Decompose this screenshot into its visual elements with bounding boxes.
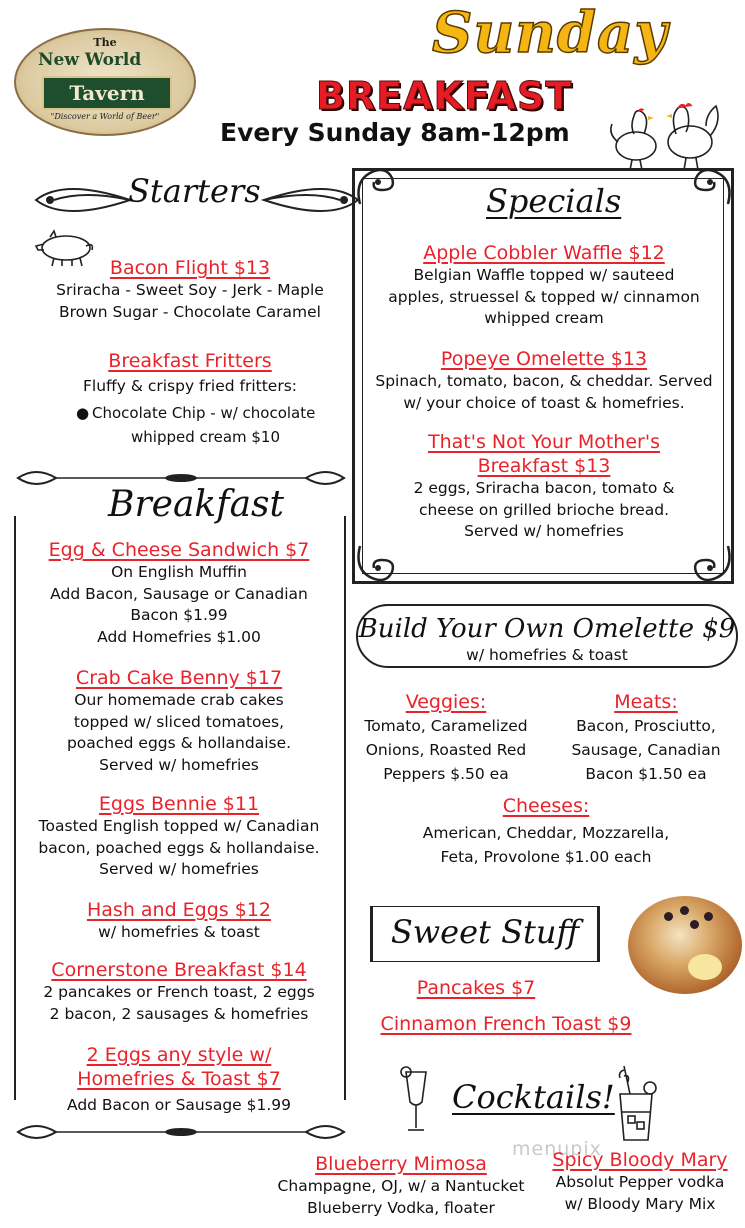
starter-item (20, 256, 360, 323)
veggies-group (356, 690, 536, 786)
meats-group (556, 690, 736, 786)
item-line: Served w/ homefries (464, 522, 624, 540)
starters-heading: Starters (128, 172, 261, 210)
item-line: Bacon $1.99 (130, 606, 228, 624)
item-title: 2 Eggs any style w/ (86, 1044, 272, 1066)
group-line: Sausage, Canadian (571, 741, 721, 759)
special-item (366, 347, 722, 414)
hours-text: Every Sunday 8am-12pm (220, 118, 570, 147)
breakfast-item (16, 666, 342, 776)
item-title-line2: Homefries & Toast $7 (77, 1068, 281, 1090)
berry (664, 912, 673, 921)
item-line: topped w/ sliced tomatoes, (73, 712, 285, 731)
page-subtitle: BREAKFAST (316, 74, 573, 118)
item-line: apples, struessel & topped w/ cinnamon (388, 287, 700, 306)
group-title: Cheeses: (502, 795, 590, 817)
item-line: 2 bacon, 2 sausages & homefries (49, 1004, 309, 1023)
item-title: Crab Cake Benny $17 (75, 667, 283, 689)
item-line: poached eggs & hollandaise. (66, 734, 292, 752)
item-title: Spicy Bloody Mary (552, 1149, 728, 1171)
sweet-item: Cinnamon French Toast $9 (380, 1013, 632, 1035)
berry (704, 912, 713, 921)
item-line: Add Homefries $1.00 (97, 627, 261, 646)
bullet-text: Chocolate Chip - w/ chocolate (92, 404, 316, 422)
sweet-stuff-heading: Sweet Stuff (390, 913, 580, 951)
item-line: Champagne, OJ, w/ a Nantucket (277, 1177, 525, 1195)
breakfast-item (16, 898, 342, 944)
breakfast-item (16, 958, 342, 1025)
watermark: menupix (512, 1138, 602, 1160)
breakfast-item (16, 538, 342, 648)
item-line: On English Muffin (111, 563, 247, 581)
item-line: w/ your choice of toast & homefries. (403, 393, 685, 412)
item-line: 2 pancakes or French toast, 2 eggs (43, 983, 315, 1001)
item-title: Bacon Flight $13 (109, 257, 271, 279)
sweet-item: Pancakes $7 (416, 977, 536, 999)
item-title-line2: Breakfast $13 (477, 455, 611, 477)
item-line: w/ Bloody Mary Mix (564, 1194, 716, 1213)
item-line: Blueberry Vodka, floater (307, 1198, 495, 1217)
specials-heading: Specials (486, 182, 622, 220)
special-item (366, 241, 722, 330)
item-line: Toasted English topped w/ Canadian (38, 817, 320, 835)
item-line: Fluffy & crispy fried fritters: (83, 377, 297, 395)
bloody-mary-glass-icon (612, 1064, 660, 1144)
item-title: Eggs Bennie $11 (98, 793, 260, 815)
omelette-sub: w/ homefries & toast (466, 646, 628, 664)
item-title: Hash and Eggs $12 (86, 899, 272, 921)
item-line: Sriracha - Sweet Soy - Jerk - Maple (56, 281, 324, 299)
item-line: whipped cream (484, 309, 604, 327)
corner-ornament (688, 538, 736, 590)
cocktail-item (256, 1152, 546, 1219)
item-line: Spinach, tomato, bacon, & cheddar. Served (375, 372, 713, 390)
group-line: Peppers $.50 ea (383, 765, 509, 783)
corner-ornament (352, 538, 400, 590)
logo-line1: The (93, 36, 117, 49)
berry (680, 906, 689, 915)
item-line: bacon, poached eggs & hollandaise. (38, 838, 320, 857)
logo-line2: New World (38, 50, 142, 70)
group-title: Veggies: (405, 691, 487, 713)
group-line: Bacon, Prosciutto, (576, 717, 716, 735)
item-line: Belgian Waffle topped w/ sauteed (413, 266, 675, 284)
group-line: Feta, Provolone $1.00 each (440, 848, 652, 866)
breakfast-item (16, 792, 342, 881)
scroll-ornament-icon (260, 172, 360, 228)
berry (690, 920, 699, 929)
logo-tagline: "Discover a World of Beer" (50, 112, 160, 121)
group-title: Meats: (614, 691, 678, 713)
breakfast-item (16, 1043, 342, 1117)
bullet-text-cont: whipped cream $10 (131, 428, 281, 446)
item-title: Popeye Omelette $13 (440, 348, 648, 370)
scroll-ornament-icon (34, 172, 134, 228)
corner-ornament (688, 160, 736, 212)
cocktail-item (540, 1148, 740, 1215)
cocktails-heading: Cocktails! (452, 1078, 615, 1116)
corner-ornament (352, 160, 400, 212)
item-line: cheese on grilled brioche bread. (418, 500, 670, 519)
logo-line3: Tavern (42, 76, 172, 110)
divider-ornament (16, 1118, 346, 1146)
breakfast-heading: Breakfast (108, 484, 284, 525)
item-title: That's Not Your Mother's (428, 431, 660, 453)
group-line: Onions, Roasted Red (365, 741, 527, 759)
item-title: Cornerstone Breakfast $14 (51, 959, 307, 981)
group-line: Bacon $1.50 ea (585, 765, 707, 783)
tavern-logo (14, 28, 196, 136)
item-line: Absolut Pepper vodka (555, 1173, 725, 1191)
mimosa-glass-icon (398, 1064, 434, 1136)
item-line: Served w/ homefries (99, 755, 259, 774)
item-line: 2 eggs, Sriracha bacon, tomato & (413, 479, 675, 497)
item-title: Blueberry Mimosa (315, 1153, 487, 1175)
item-title: Egg & Cheese Sandwich $7 (48, 539, 310, 561)
item-line: Brown Sugar - Chocolate Caramel (58, 302, 321, 321)
item-title: Breakfast Fritters (108, 350, 272, 372)
special-item (366, 430, 722, 543)
group-line: Tomato, Caramelized (364, 717, 528, 735)
item-line: Add Bacon, Sausage or Canadian (50, 584, 308, 603)
item-line: Served w/ homefries (99, 860, 259, 878)
item-title: Apple Cobbler Waffle $12 (423, 242, 665, 264)
page-title: Sunday (432, 0, 668, 66)
butter-pat (688, 954, 722, 980)
item-line: Our homemade crab cakes (74, 691, 284, 709)
group-line: American, Cheddar, Mozzarella, (422, 824, 670, 842)
cheeses-group (366, 794, 726, 869)
item-line: Add Bacon or Sausage $1.99 (66, 1096, 292, 1114)
omelette-heading: Build Your Own Omelette $9 (358, 614, 736, 644)
starter-item (20, 349, 360, 398)
breakfast-border-right (344, 516, 346, 1100)
item-line: w/ homefries & toast (98, 923, 260, 941)
